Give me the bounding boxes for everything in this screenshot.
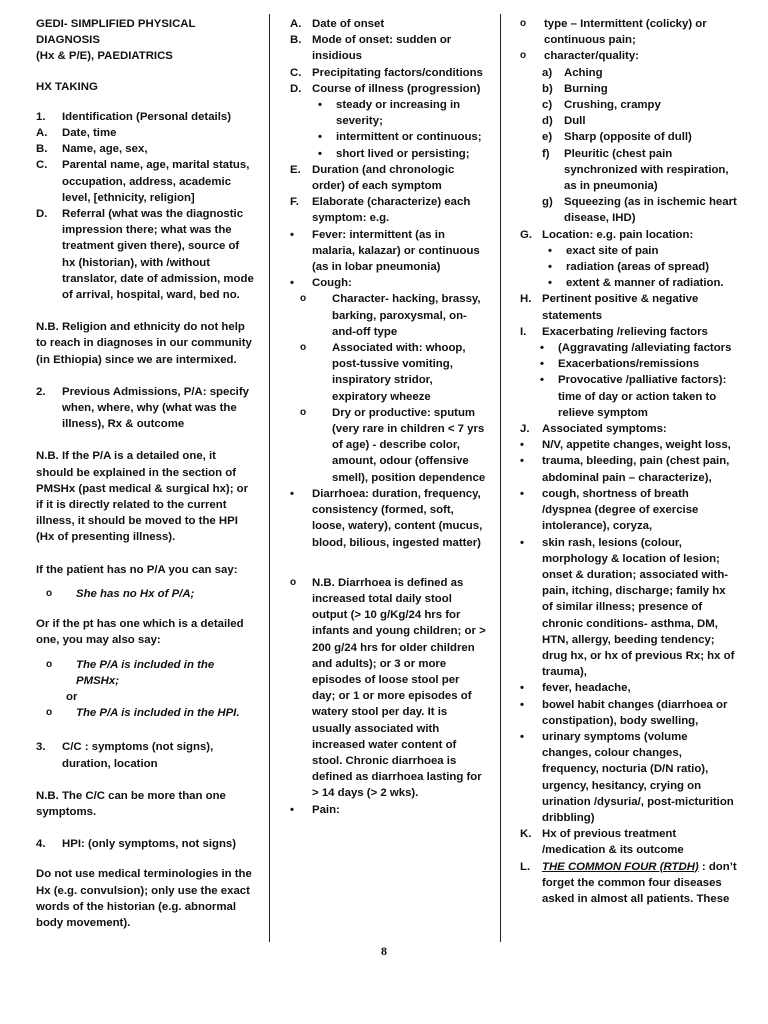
paragraph: Or if the pt has one which is a detailed one, you may also say: (36, 618, 244, 647)
list-item: D. Course of illness (progression) (290, 82, 481, 95)
bullet-item: • exact site of pain (548, 244, 659, 257)
list-item: 1. Identification (Personal details) (36, 110, 231, 123)
list-item: G. Location: e.g. pain location: (520, 228, 694, 241)
list-item: o The P/A is included in the PMSHx; (46, 658, 215, 687)
list-item: a) Aching (542, 66, 603, 79)
list-item: J. Associated symptoms: (520, 423, 667, 436)
common-four-title: THE COMMON FOUR (RTDH) (542, 860, 699, 873)
note-paragraph: N.B. Religion and ethnicity do not help to reach in diagnoses in our community (in Ethiopia) since we are intermixed. (36, 321, 252, 366)
bullet-item: • extent & manner of radiation. (548, 277, 724, 290)
list-item: K. Hx of previous treatment /medication & its outcome (520, 828, 684, 857)
document-title: GEDI- SIMPLIFIED PHYSICAL DIAGNOSIS (36, 18, 196, 47)
bullet-item: • cough, shortness of breath /dyspnea (degree of exercise intolerance), coryza, (520, 487, 699, 533)
bullet-item: • steady or increasing in severity; (318, 99, 461, 128)
connector-text: or (66, 690, 78, 703)
list-item: L. THE COMMON FOUR (RTDH) : don’t forget the common four diseases asked in almost all patients. These (520, 860, 737, 905)
bullet-item: • Pain: (290, 803, 340, 816)
bullet-item: • intermittent or continuous; (318, 131, 482, 144)
note-paragraph: N.B. The C/C can be more than one symptoms. (36, 789, 226, 818)
bullet-item: • skin rash, lesions (colour, morphology & location of lesion; onset & duration; associated with- pain, itching, discharge; family hx of similar illness; presence of chronic conditions- asthma, DM, HTN, allergy, beeding tendency; drug hx, or hx of previous Rx; hx of trauma), (520, 536, 735, 679)
list-item: C. Precipitating factors/conditions (290, 66, 483, 79)
column-1 (36, 16, 254, 947)
bullet-item: • bowel habit changes (diarrhoea or constipation), body swelling, (520, 698, 728, 727)
bullet-item: • trauma, bleeding, pain (chest pain, abdominal pain – characterize), (520, 455, 730, 484)
character-list (542, 65, 738, 227)
column-divider-right (500, 14, 501, 942)
column-2 (290, 16, 486, 818)
bullet-item: • Cough: (290, 277, 352, 290)
list-item: 4. HPI: (only symptoms, not signs) (36, 838, 237, 851)
list-item: A. Date of onset (290, 18, 385, 30)
bullet-item: • Fever: intermittent (as in malaria, kalazar) or continuous (as in lobar pneumonia) (290, 228, 480, 274)
sub-item: o character/quality: (520, 50, 639, 63)
sub-item: o Dry or productive: sputum (very rare in children < 7 yrs of age) - describe color, amount, odour (offensive smell), position dependence (300, 406, 486, 484)
paragraph: If the patient has no P/A you can say: (36, 563, 238, 576)
list-item: b) Burning (542, 82, 608, 95)
list-item: f) Pleuritic (chest pain synchronized with respiration, as in pneumonia) (542, 147, 729, 193)
bullet-item: • N/V, appetite changes, weight loss, (520, 439, 731, 452)
bullet-item: • Provocative /palliative factors): time of day or action taken to relieve symptom (540, 374, 727, 419)
list-item: c) Crushing, crampy (542, 99, 661, 112)
list-item: g) Squeezing (as in ischemic heart disease, IHD) (542, 196, 737, 225)
column-3 (520, 16, 738, 907)
document-subtitle: (Hx & P/E), PAEDIATRICS (36, 50, 173, 63)
bullet-item: • (Aggravating /alleviating factors (540, 342, 732, 355)
list-item: d) Dull (542, 115, 586, 128)
list-item: e) Sharp (opposite of dull) (542, 131, 692, 144)
list-item: F. Elaborate (characterize) each symptom: e.g. (290, 196, 471, 225)
paragraph: Do not use medical terminologies in the Hx (e.g. convulsion); only use the exact words of the historian (e.g. abnormal body movement). (36, 868, 252, 929)
column-divider-left (269, 14, 270, 942)
bullet-item: • radiation (areas of spread) (548, 261, 710, 274)
bullet-item: • Exacerbations/remissions (540, 358, 700, 371)
list-item: o The P/A is included in the HPI. (46, 707, 240, 720)
sub-item: o N.B. Diarrhoea is defined as increased total daily stool output (> 10 g/Kg/24 hrs for infants and young children; or > 200 g/24 hrs for older children and adults); or 3 or more episodes of loose stool per day; or 1 or more episodes of watery stool per day. It is usually associated with increased water content of stool. Chronic diarrhoea is defined as diarrhoea lasting for > 14 days (> 2 wks). (290, 576, 486, 800)
bullet-item: • fever, headache, (520, 682, 631, 695)
list-item: I. Exacerbating /relieving factors (520, 325, 708, 338)
bullet-item: • short lived or persisting; (318, 147, 470, 160)
sub-item: o Associated with: whoop, post-tussive vomiting, inspiratory stridor, expiratory wheeze (300, 342, 466, 403)
bullet-item: • urinary symptoms (volume changes, colour changes, frequency, nocturia (D/N ratio), urgency, hesitancy, crying on urination /dysuria/, post-micturition dribbling) (520, 730, 734, 824)
list-item: D. Referral (what was the diagnostic impression there; what was the treatment given there), source of hx (historian), with /without translator, date of admission, mode of arrival, hospital, ward, bed no. (36, 208, 254, 302)
page-number: 8 (381, 944, 387, 958)
list-item: A. Date, time (36, 127, 117, 140)
note-paragraph: N.B. If the P/A is a detailed one, it should be explained in the section of PMSHx (past medical & surgical hx); or if it is directly related to the current illness, it should be moved to the HPI (Hx of presenting illness). (36, 450, 249, 544)
list-item: E. Duration (and chronologic order) of each symptom (290, 163, 455, 193)
sub-item: o type – Intermittent (colicky) or continuous pain; (520, 18, 707, 47)
list-item: B. Name, age, sex, (36, 143, 148, 156)
list-item: o She has no Hx of P/A; (46, 587, 195, 600)
section-heading: HX TAKING (36, 80, 98, 93)
list-item: C. Parental name, age, marital status, occupation, address, academic level, [ethnicity, religion] (36, 159, 250, 204)
list-item: 3. C/C : symptoms (not signs), duration, location (36, 741, 214, 770)
sub-item: o Character- hacking, brassy, barking, paroxysmal, on-and-off type (300, 293, 481, 338)
list-item: H. Pertinent positive & negative statements (520, 293, 699, 322)
list-item: 2. Previous Admissions, P/A: specify when, where, why (what was the illness), Rx & outcome (36, 385, 249, 431)
bullet-item: • Diarrhoea: duration, frequency, consistency (formed, soft, loose, watery), content (mucus, blood, bilious, ingested matter) (290, 487, 483, 549)
list-item: B. Mode of onset: sudden or insidious (290, 34, 452, 63)
